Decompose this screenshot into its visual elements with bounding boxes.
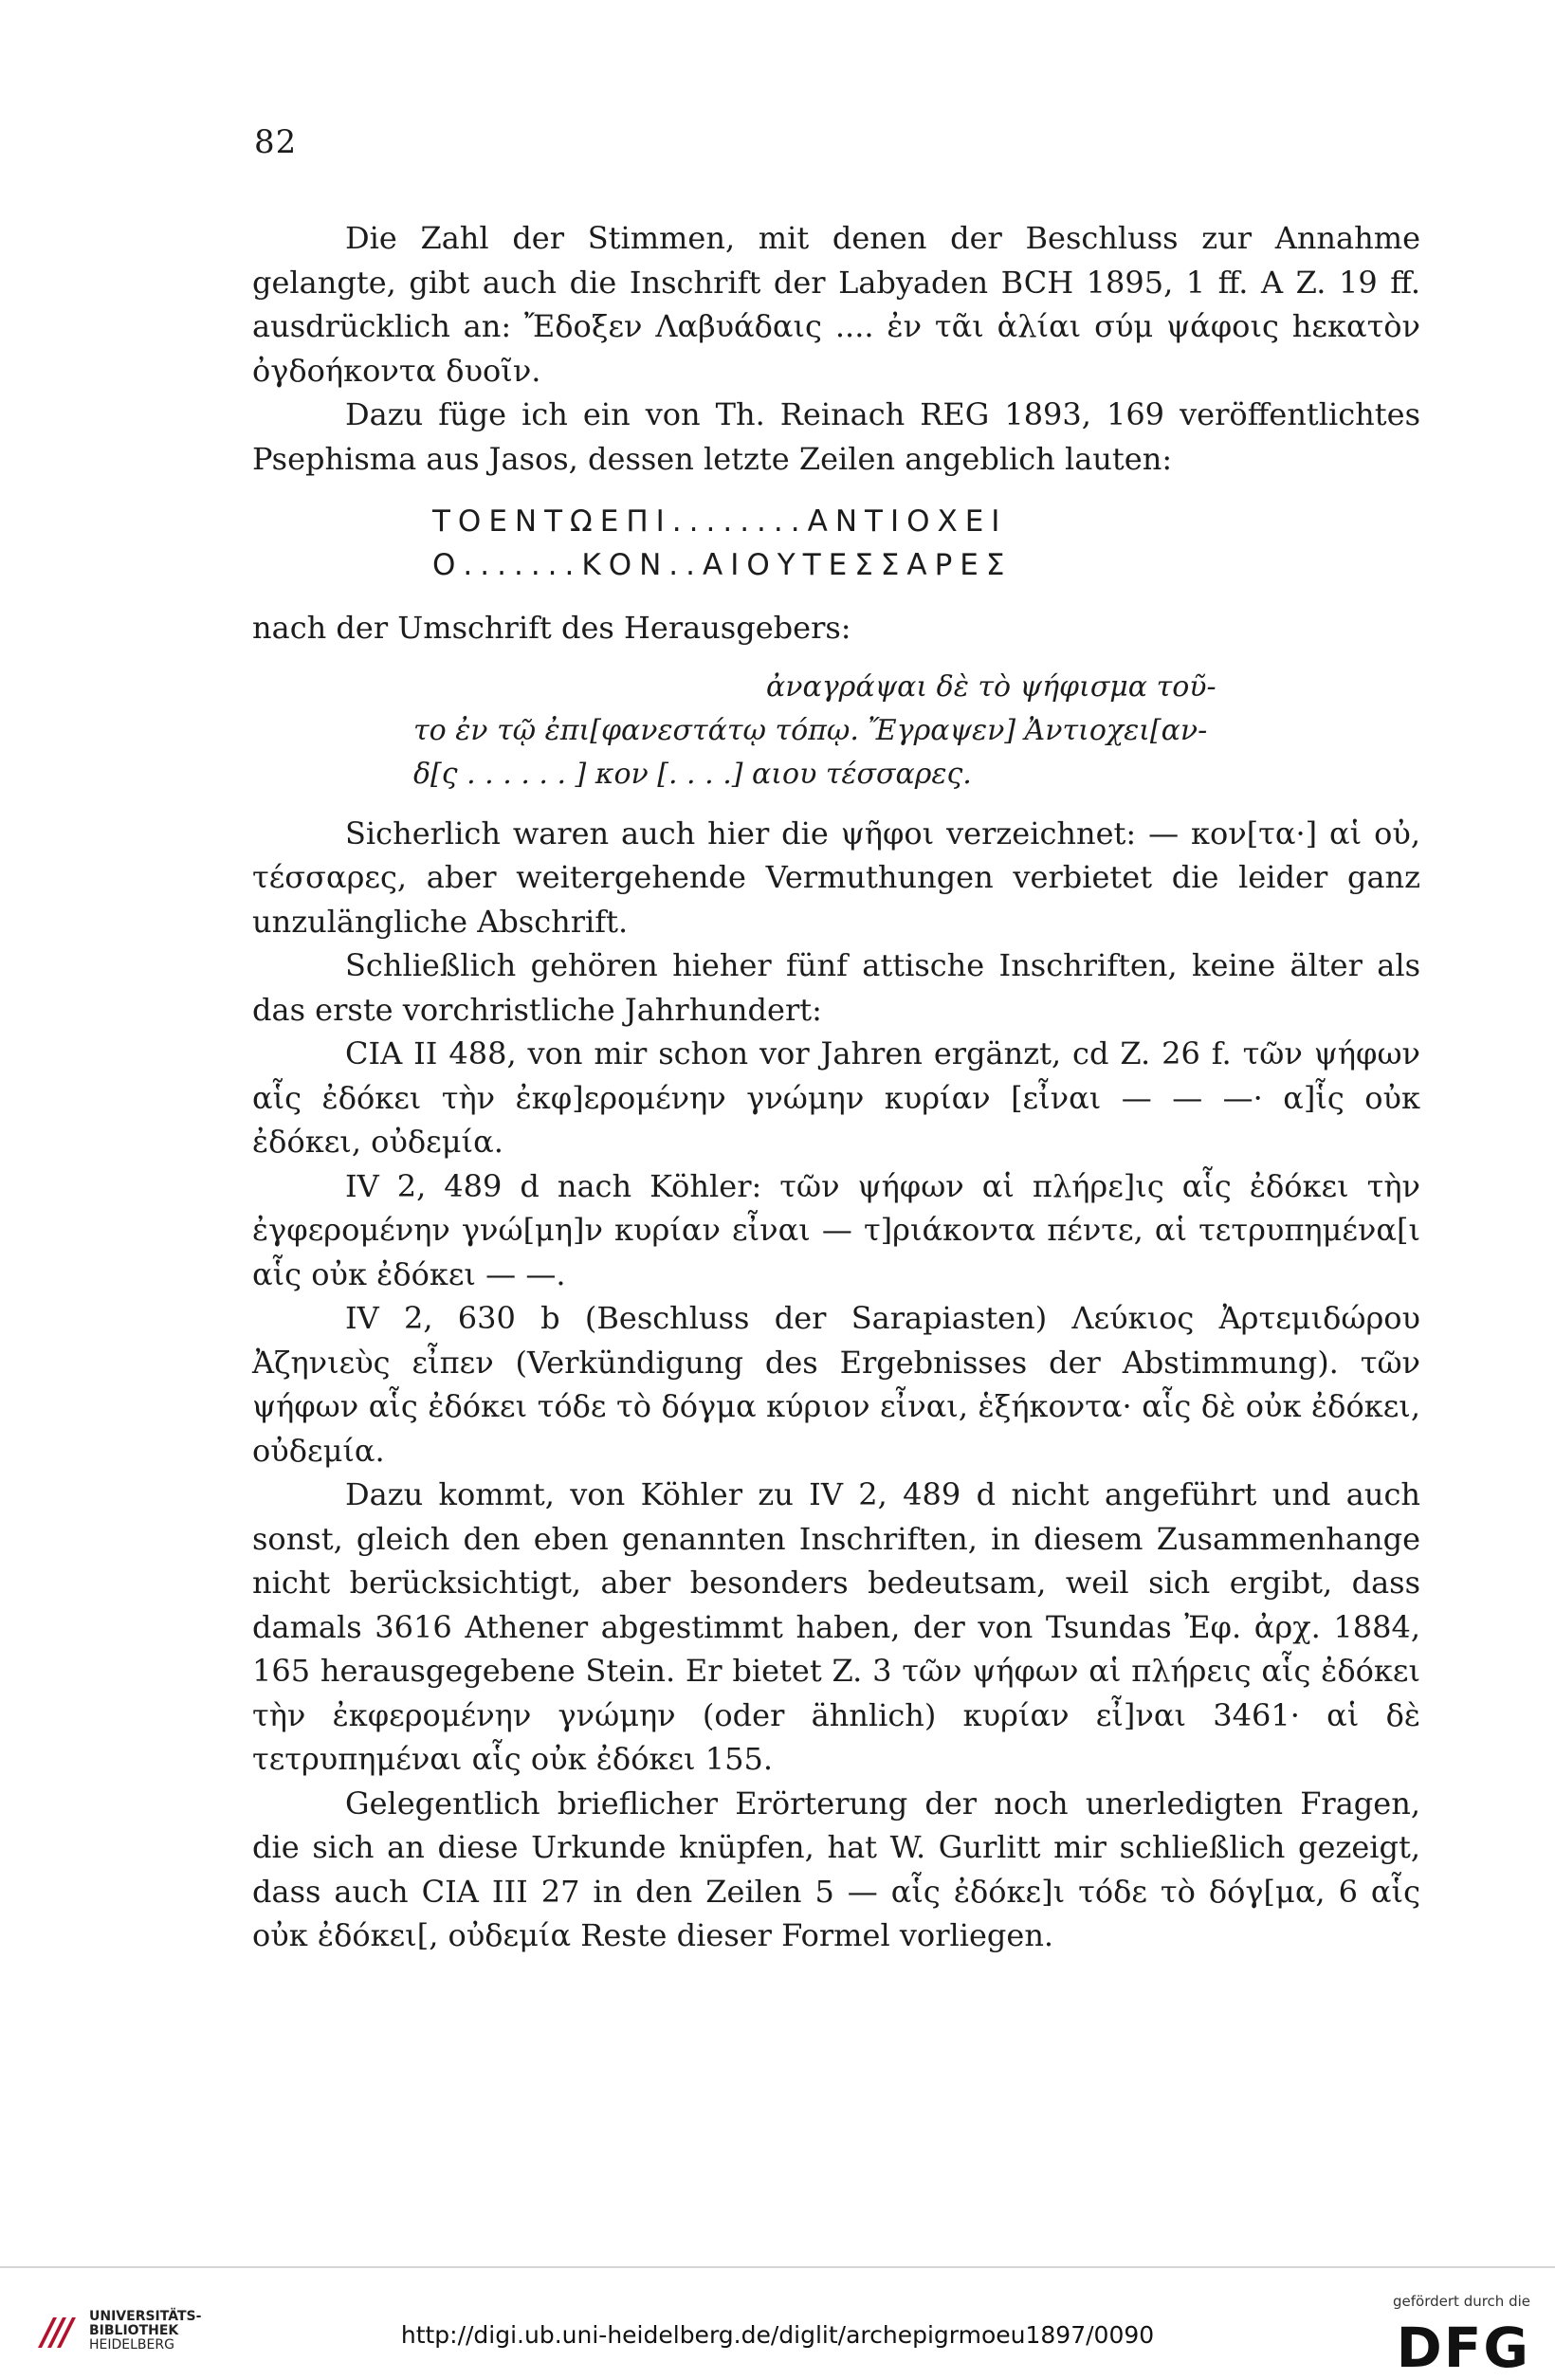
footer-divider (0, 2266, 1555, 2268)
transcription-block (252, 666, 1420, 796)
inscription-line: Ο.......ΚΟΝ..ΑΙΟΥΤΕΣΣΑΡΕΣ (432, 548, 1013, 582)
transcription-line: το ἐν τῷ ἐπι[φανεστάτῳ τόπῳ. Ἔγραψεν] Ἀντιοχει[αν- (413, 713, 1208, 747)
paragraph-iv-489: IV 2, 489 d nach Köhler: τῶν ψήφων αἱ πλήρε]ις αἷς ἐδόκει τὴν ἐγφερομένην γνώ[μη]ν κυρίαν εἶναι — τ]ριάκοντα πέντε, αἱ τετρυπημένα[ι αἷς οὐκ ἐδόκει — —. (252, 1167, 1420, 1292)
inscription-line: ΤΟΕΝΤΩΕΠΙ........ΑΝΤΙΟΧΕΙ (432, 504, 1008, 539)
page-number: 82 (254, 123, 298, 161)
paragraph-tsundas: Dazu kommt, von Köhler zu IV 2, 489 d nicht angeführt und auch sonst, gleich den eben genannten Inschriften, in diesem Zusammenhange nicht berücksichtigt, aber besonders bedeutsam, weil sich ergibt, dass damals 3616 Athener abgestimmt haben, der von Tsundas Ἐφ. ἀρχ. 1884, 165 herausgegebene Stein. Er bietet Z. 3 τῶν ψήφων αἱ πλήρεις αἷς ἐδόκει τὴν ἐκφερομένην γνώμην (oder ähnlich) κυρίαν εἶ]ναι 3461· αἱ δὲ τετρυπημέναι αἷς οὐκ ἐδόκει 155. (252, 1476, 1420, 1777)
inscription-majuscule (252, 500, 1420, 587)
footer-bar (0, 2266, 1555, 2380)
paragraph-psephoi: Sicherlich waren auch hier die ψῆφοι verzeichnet: — κον[τα·] αἱ οὐ, τέσσαρες, aber weitergehende Vermuthungen verbietet die leider ganz unzulängliche Abschrift. (252, 815, 1420, 940)
paragraph-labyaden: Die Zahl der Stimmen, mit denen der Beschluss zur Annahme gelangte, gibt auch die Inschrift der Labyaden BCH 1895, 1 ff. A Z. 19 ff. ausdrücklich an: Ἔδοξεν Λαβυάδαις .... ἐν τᾶι ἁλίαι σύμ ψάφοις hεκατὸν ὀγδοήκοντα δυοῖν. (252, 220, 1420, 389)
paragraph-reinach: Dazu füge ich ein von Th. Reinach REG 1893, 169 veröffentlichtes Psephisma aus Jasos, dessen letzte Zeilen angeblich lauten: (252, 396, 1420, 477)
paragraph-umschrift: nach der Umschrift des Herausgebers: (252, 610, 851, 646)
funded-by-label: gefördert durch die (1393, 2293, 1530, 2310)
paragraph-cia-488: CIA II 488, von mir schon vor Jahren ergänzt, cd Z. 26 f. τῶν ψήφων αἷς ἐδόκει τὴν ἐκφ]ερομένην γνώμην κυρίαν [εἶναι — — —· α]ἷς οὐκ ἐδόκει, οὐδεμία. (252, 1035, 1420, 1160)
paragraph-attische-inschriften: Schließlich gehören hieher fünf attische Inschriften, keine älter als das erste vorchristliche Jahrhundert: (252, 947, 1420, 1028)
paragraph-iv-630: IV 2, 630 b (Beschluss der Sarapiasten) Λεύκιος Ἀρτεμιδώρου Ἀζηνιεὺς εἶπεν (Verkündigung des Ergebnisses der Abstimmung). τῶν ψήφων αἷς ἐδόκει τόδε τὸ δόγμα κύριον εἶναι, ἑξήκοντα· αἷς δὲ οὐκ ἐδόκει, οὐδεμία. (252, 1300, 1420, 1469)
source-url-link[interactable]: http://digi.ub.uni-heidelberg.de/diglit/archepigrmoeu1897/0090 (400, 2321, 1155, 2349)
library-name: UNIVERSITÄTS- BIBLIOTHEK HEIDELBERG (89, 2309, 202, 2353)
paragraph-gurlitt: Gelegentlich brieflicher Erörterung der noch unerledigten Fragen, die sich an diese Urkunde knüpfen, hat W. Gurlitt mir schließlich gezeigt, dass auch CIA III 27 in den Zeilen 5 — αἷς ἐδόκε]ι τόδε τὸ δόγ[μα, 6 αἷς οὐκ ἐδόκει[, οὐδεμία Reste dieser Formel vorliegen. (252, 1785, 1420, 1953)
transcription-line: δ[ς . . . . . . ] κον [. . . .] αιου τέσσαρες. (413, 757, 972, 791)
body-text (252, 216, 1420, 1958)
transcription-line: ἀναγράψαι δὲ τὸ ψήφισμα τοῦ- (766, 669, 1217, 704)
dfg-logo: DFG (1396, 2316, 1530, 2380)
